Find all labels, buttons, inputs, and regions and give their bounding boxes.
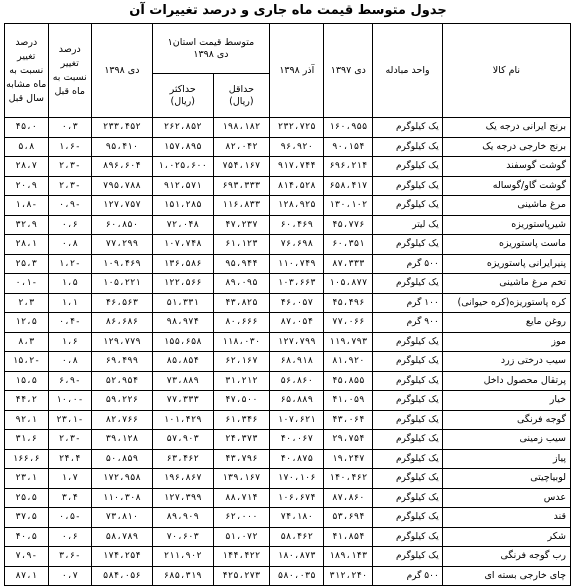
table-row [5,176,571,196]
cell-pct-year: ۸۷،۱ [5,566,49,586]
cell-dey-1398: ۶۰،۸۵۰ [91,215,152,235]
table-row [5,293,571,313]
table-row [5,196,571,216]
cell-azar-1398: ۵۶،۸۶۰ [270,371,324,391]
cell-max: ۱۹۶،۸۶۷ [152,469,213,489]
cell-dey-1398: ۵۸،۷۸۹ [91,527,152,547]
cell-pct-month: -۳،۶ [48,547,91,567]
cell-max: ۱۵۱،۲۸۵ [152,196,213,216]
cell-pct-month: ۳،۴ [48,488,91,508]
cell-dey-1397: ۴۵،۸۵۵ [324,371,373,391]
cell-max: ۱۵۵،۶۵۸ [152,332,213,352]
cell-unit: یک کیلوگرم [373,488,443,508]
cell-max: ۲۱۱،۹۰۲ [152,547,213,567]
table-row [5,430,571,450]
cell-max: ۸۹،۹۰۹ [152,508,213,528]
cell-min: ۶۲،۰۰۰ [213,508,269,528]
cell-azar-1398: ۱۷۰،۱۰۶ [270,469,324,489]
cell-name: پیاز [442,449,570,469]
header-pct-month-line3: نسبت به [52,71,87,83]
cell-dey-1397: ۸۷،۸۶۰ [324,488,373,508]
cell-pct-year: ۲۸،۱ [5,235,49,255]
cell-unit: یک کیلوگرم [373,157,443,177]
header-unit: واحد مبادله [373,24,443,118]
cell-azar-1398: ۸۷،۰۵۴ [270,313,324,333]
cell-pct-month: ۰،۶ [48,527,91,547]
cell-name: کره پاستوریزه(کره حیوانی) [442,293,570,313]
cell-azar-1398: ۷۶،۶۹۸ [270,235,324,255]
table-row [5,371,571,391]
table-row [5,254,571,274]
header-max [152,74,213,118]
header-name: نام کالا [442,24,570,118]
cell-unit: ۱۰۰ گرم [373,293,443,313]
cell-unit: یک لیتر [373,215,443,235]
cell-pct-month: ۲۴،۴ [48,449,91,469]
header-max-unit: (ریال) [170,95,195,107]
cell-pct-year: ۱۵،۵ [5,371,49,391]
cell-azar-1398: ۶۵،۸۸۹ [270,391,324,411]
cell-dey-1397: ۱۹،۲۴۷ [324,449,373,469]
cell-dey-1397: ۱۱۹،۷۹۳ [324,332,373,352]
cell-min: ۱۳۹،۱۶۷ [213,469,269,489]
cell-dey-1397: ۶۹۶،۲۱۴ [324,157,373,177]
cell-pct-year: ۲۳،۱ [5,469,49,489]
cell-dey-1397: ۶۵۸،۴۱۷ [324,176,373,196]
cell-pct-month: ۰،۸ [48,235,91,255]
cell-max: ۶۳،۴۶۲ [152,449,213,469]
cell-pct-year: ۳۱،۶ [5,430,49,450]
table-body [5,118,571,586]
cell-dey-1398: ۶۹،۴۹۹ [91,352,152,372]
cell-pct-month: -۰،۹ [48,196,91,216]
header-dey-1397: دی ۱۳۹۷ [324,24,373,118]
cell-pct-year: ۴۴،۲ [5,391,49,411]
cell-pct-year: ۳۷،۵ [5,508,49,528]
header-pct-year-line5: سال قبل [8,92,44,104]
cell-max: ۱۰۷،۷۴۸ [152,235,213,255]
cell-name: مرغ ماشینی [442,196,570,216]
cell-dey-1398: ۵۰،۸۵۹ [91,449,152,469]
header-min-unit: (ریال) [229,95,254,107]
cell-pct-month: ۱،۶ [48,332,91,352]
cell-azar-1398: ۴۶،۰۵۷ [270,293,324,313]
cell-min: ۴۲۵،۲۷۳ [213,566,269,586]
cell-name: چای خارجی بسته ای [442,566,570,586]
cell-min: ۱۴۴،۴۲۲ [213,547,269,567]
cell-unit: یک کیلوگرم [373,547,443,567]
cell-pct-year: ۲۰،۹ [5,176,49,196]
cell-name: شیرپاستوریزه [442,215,570,235]
cell-dey-1398: ۸۶،۶۸۶ [91,313,152,333]
cell-azar-1398: ۶۸،۹۱۸ [270,352,324,372]
table-row [5,410,571,430]
cell-max: ۱۵۷،۸۹۵ [152,137,213,157]
cell-name: روغن مایع [442,313,570,333]
cell-max: ۱۲۲،۵۶۶ [152,274,213,294]
cell-name: ماست پاستوریزه [442,235,570,255]
header-pct-year [5,24,49,118]
cell-unit: ۹۰۰ گرم [373,313,443,333]
cell-dey-1398: ۱۰۹،۴۶۹ [91,254,152,274]
cell-dey-1397: ۱۴۰،۴۶۲ [324,469,373,489]
cell-pct-month: ۰،۸ [48,352,91,372]
cell-azar-1398: ۹۶،۹۲۰ [270,137,324,157]
cell-dey-1398: ۸۲،۷۶۶ [91,410,152,430]
cell-dey-1397: ۹۰،۱۵۴ [324,137,373,157]
cell-unit: یک کیلوگرم [373,332,443,352]
cell-dey-1398: ۳۹،۱۲۸ [91,430,152,450]
cell-max: ۱۰۱،۴۲۹ [152,410,213,430]
cell-dey-1397: ۴۵،۴۹۶ [324,293,373,313]
cell-pct-year: -۱۵،۲ [5,352,49,372]
cell-name: گوشت گوسفند [442,157,570,177]
cell-name: گوجه فرنگی [442,410,570,430]
header-azar-1398: آذر ۱۳۹۸ [270,24,324,118]
header-province-average-line2: دی ۱۳۹۸ [193,48,229,60]
table-row [5,332,571,352]
cell-name: شکر [442,527,570,547]
table-row [5,215,571,235]
cell-pct-month: -۲،۳ [48,157,91,177]
cell-max: ۵۷،۹۰۳ [152,430,213,450]
cell-pct-month: -۱۰،۰ [48,391,91,411]
table-row [5,118,571,138]
cell-pct-month: ۱،۱ [48,293,91,313]
table-row [5,235,571,255]
cell-dey-1397: ۴۵،۷۷۶ [324,215,373,235]
cell-pct-month: -۲،۳ [48,176,91,196]
cell-min: ۷۵۴،۱۶۷ [213,157,269,177]
cell-name: پنیرایرانی پاستوریزه [442,254,570,274]
cell-dey-1398: ۱۱۰،۳۰۸ [91,488,152,508]
cell-min: ۶۲،۱۶۷ [213,352,269,372]
cell-pct-month: ۰،۳ [48,118,91,138]
header-province-average [152,24,269,74]
cell-min: ۴۷،۵۰۰ [213,391,269,411]
table-row [5,488,571,508]
cell-max: ۷۳،۸۸۹ [152,371,213,391]
cell-name: برنج ایرانی درجه یک [442,118,570,138]
cell-pct-year: ۴۵،۰ [5,118,49,138]
cell-dey-1397: ۱۸۹،۱۴۳ [324,547,373,567]
cell-pct-year: ۲،۳ [5,293,49,313]
cell-min: ۵۱،۰۷۲ [213,527,269,547]
header-min [213,74,269,118]
cell-unit: یک کیلوگرم [373,508,443,528]
cell-unit: یک کیلوگرم [373,118,443,138]
table-row [5,469,571,489]
cell-dey-1398: ۴۶،۵۶۳ [91,293,152,313]
header-pct-month [48,24,91,118]
header-max-label: حداکثر [169,83,196,95]
cell-pct-year: ۲۸،۷ [5,157,49,177]
cell-pct-year: ۱۶۶،۶ [5,449,49,469]
cell-unit: یک کیلوگرم [373,527,443,547]
cell-dey-1398: ۵۲،۹۵۴ [91,371,152,391]
cell-min: ۸۸،۷۱۴ [213,488,269,508]
cell-min: ۱۹۸،۱۸۲ [213,118,269,138]
cell-name: خیار [442,391,570,411]
cell-max: ۱۲۷،۳۹۹ [152,488,213,508]
cell-pct-month: -۲،۳ [48,430,91,450]
price-table [4,23,571,586]
cell-pct-year: ۴۰،۵ [5,527,49,547]
cell-azar-1398: ۴۰،۰۶۷ [270,430,324,450]
header-dey-1398: دی ۱۳۹۸ [91,24,152,118]
table-row [5,508,571,528]
table-row [5,352,571,372]
cell-pct-year: ۹۲،۱ [5,410,49,430]
cell-dey-1397: ۴۳،۰۶۴ [324,410,373,430]
cell-azar-1398: ۱۰۶،۶۷۴ [270,488,324,508]
cell-name: سیب درختی زرد [442,352,570,372]
cell-pct-year: ۲۵،۳ [5,254,49,274]
cell-unit: یک کیلوگرم [373,137,443,157]
cell-name: پرتقال محصول داخل [442,371,570,391]
cell-min: ۶۱،۳۴۶ [213,410,269,430]
cell-min: ۳۱،۲۱۲ [213,371,269,391]
header-pct-month-line1: درصد [58,43,81,55]
cell-max: ۹۱۲،۵۷۱ [152,176,213,196]
cell-name: سیب زمینی [442,430,570,450]
cell-dey-1398: ۱۰۵،۲۲۱ [91,274,152,294]
cell-min: ۱۱۶،۸۳۳ [213,196,269,216]
cell-min: ۴۷،۲۳۷ [213,215,269,235]
cell-azar-1398: ۲۳۲،۷۲۵ [270,118,324,138]
cell-min: ۸۹،۰۹۵ [213,274,269,294]
cell-pct-year: -۰،۱ [5,274,49,294]
header-pct-year-line3: نسبت به [9,64,44,76]
table-row [5,391,571,411]
cell-dey-1397: ۱۶۰،۹۵۵ [324,118,373,138]
cell-max: ۵۱،۳۳۱ [152,293,213,313]
cell-dey-1397: ۸۱،۹۲۰ [324,352,373,372]
table-title: جدول متوسط قیمت ماه جاری و درصد تغییرات آن [129,3,447,18]
cell-unit: یک کیلوگرم [373,430,443,450]
header-pct-year-line4: ماه مشابه [6,78,47,90]
cell-pct-month: ۰،۷ [48,566,91,586]
cell-pct-month: -۱،۶ [48,137,91,157]
cell-dey-1397: ۴۱،۸۵۴ [324,527,373,547]
table-row [5,137,571,157]
cell-dey-1397: ۳۱۲،۲۴۰ [324,566,373,586]
header-pct-month-line4: ماه قبل [54,85,86,97]
cell-max: ۱۳۶،۵۸۶ [152,254,213,274]
cell-azar-1398: ۱۰۳،۶۶۳ [270,274,324,294]
cell-pct-month: -۱،۲ [48,254,91,274]
table-row [5,547,571,567]
cell-pct-year: ۲۵،۵ [5,488,49,508]
cell-azar-1398: ۹۱۷،۷۴۴ [270,157,324,177]
cell-min: ۲۴،۳۷۳ [213,430,269,450]
cell-azar-1398: ۱۱۰،۷۴۹ [270,254,324,274]
cell-azar-1398: ۶۰،۴۶۹ [270,215,324,235]
table-row [5,527,571,547]
cell-pct-month: -۰،۵ [48,508,91,528]
cell-pct-year: ۳۲،۹ [5,215,49,235]
cell-dey-1397: ۷۷،۰۶۶ [324,313,373,333]
cell-dey-1397: ۱۰۵،۸۷۷ [324,274,373,294]
cell-max: ۷۰،۶۰۳ [152,527,213,547]
cell-pct-year: -۷،۹ [5,547,49,567]
cell-dey-1398: ۷۳،۸۱۰ [91,508,152,528]
cell-min: ۱۱۸،۰۳۰ [213,332,269,352]
cell-pct-year: ۵،۸ [5,137,49,157]
cell-dey-1398: ۹۵،۴۱۰ [91,137,152,157]
cell-min: ۸۲،۰۴۲ [213,137,269,157]
header-min-label: حداقل [228,83,254,95]
cell-pct-year: ۸،۳ [5,332,49,352]
cell-azar-1398: ۴۰،۸۷۵ [270,449,324,469]
cell-max: ۱،۰۲۵،۶۰۰ [152,157,213,177]
cell-azar-1398: ۷۴،۱۸۰ [270,508,324,528]
table-row [5,449,571,469]
cell-azar-1398: ۱۰۷،۶۲۱ [270,410,324,430]
cell-pct-year: -۱،۸ [5,196,49,216]
cell-max: ۷۷،۳۳۳ [152,391,213,411]
cell-dey-1397: ۱۳۰،۱۰۲ [324,196,373,216]
cell-unit: یک کیلوگرم [373,176,443,196]
cell-dey-1397: ۴۱،۰۵۹ [324,391,373,411]
table-row [5,274,571,294]
cell-pct-year: ۱۲،۵ [5,313,49,333]
header-province-average-line1: متوسط قیمت استان۱ [167,36,255,48]
cell-name: رب گوجه فرنگی [442,547,570,567]
cell-name: لوبیاچیتی [442,469,570,489]
cell-dey-1398: ۵۸۴،۰۵۶ [91,566,152,586]
header-pct-year-line2: تغییر [17,50,36,62]
cell-min: ۸۰،۶۶۶ [213,313,269,333]
cell-name: موز [442,332,570,352]
cell-unit: ۵۰۰ گرم [373,254,443,274]
cell-dey-1398: ۵۹،۲۲۶ [91,391,152,411]
cell-azar-1398: ۱۲۸،۹۲۵ [270,196,324,216]
cell-unit: یک کیلوگرم [373,196,443,216]
cell-dey-1397: ۲۹،۷۵۴ [324,430,373,450]
cell-max: ۶۸۵،۳۱۹ [152,566,213,586]
cell-min: ۴۳،۸۲۵ [213,293,269,313]
cell-dey-1398: ۱۲۷،۷۵۷ [91,196,152,216]
cell-dey-1398: ۱۷۴،۲۵۴ [91,547,152,567]
cell-min: ۴۳،۷۹۶ [213,449,269,469]
cell-pct-month: ۱،۷ [48,469,91,489]
cell-name: گوشت گاو/گوساله [442,176,570,196]
cell-azar-1398: ۱۲۷،۷۹۹ [270,332,324,352]
cell-pct-month: -۲۳،۱ [48,410,91,430]
cell-dey-1397: ۵۳،۶۹۴ [324,508,373,528]
cell-azar-1398: ۱۸۰،۸۷۳ [270,547,324,567]
header-pct-month-line2: تغییر [60,57,79,69]
cell-dey-1398: ۲۳۳،۴۵۲ [91,118,152,138]
cell-max: ۸۵،۸۵۴ [152,352,213,372]
cell-dey-1398: ۷۹۵،۷۸۸ [91,176,152,196]
cell-min: ۶۱،۱۲۳ [213,235,269,255]
cell-pct-month: ۰،۶ [48,215,91,235]
cell-min: ۶۹۳،۳۳۳ [213,176,269,196]
cell-name: قند [442,508,570,528]
cell-name: برنج خارجی درجه یک [442,137,570,157]
table-row [5,157,571,177]
cell-unit: ۵۰۰ گرم [373,566,443,586]
cell-unit: یک کیلوگرم [373,469,443,489]
cell-unit: یک کیلوگرم [373,449,443,469]
cell-dey-1398: ۸۹۶،۶۰۴ [91,157,152,177]
cell-unit: یک کیلوگرم [373,352,443,372]
cell-max: ۲۶۲،۸۵۲ [152,118,213,138]
cell-unit: یک کیلوگرم [373,410,443,430]
cell-unit: یک کیلوگرم [373,371,443,391]
cell-azar-1398: ۵۸،۴۶۲ [270,527,324,547]
cell-dey-1398: ۷۷،۲۹۹ [91,235,152,255]
cell-min: ۹۵،۹۴۴ [213,254,269,274]
cell-dey-1397: ۶۰،۳۵۱ [324,235,373,255]
cell-azar-1398: ۸۱۴،۵۲۸ [270,176,324,196]
cell-dey-1397: ۸۷،۳۳۳ [324,254,373,274]
cell-name: عدس [442,488,570,508]
cell-dey-1398: ۱۷۲،۹۵۸ [91,469,152,489]
cell-pct-month: -۰،۴ [48,313,91,333]
cell-unit: یک کیلوگرم [373,391,443,411]
cell-max: ۹۸،۹۷۴ [152,313,213,333]
cell-pct-month: -۶،۹ [48,371,91,391]
cell-unit: یک کیلوگرم [373,235,443,255]
cell-name: تخم مرغ ماشینی [442,274,570,294]
cell-unit: یک کیلوگرم [373,274,443,294]
cell-pct-month: ۱،۵ [48,274,91,294]
cell-azar-1398: ۵۸۰،۰۳۵ [270,566,324,586]
cell-max: ۷۲،۰۴۸ [152,215,213,235]
cell-dey-1398: ۱۲۹،۷۷۹ [91,332,152,352]
table-row [5,313,571,333]
header-pct-year-line1: درصد [15,36,38,48]
